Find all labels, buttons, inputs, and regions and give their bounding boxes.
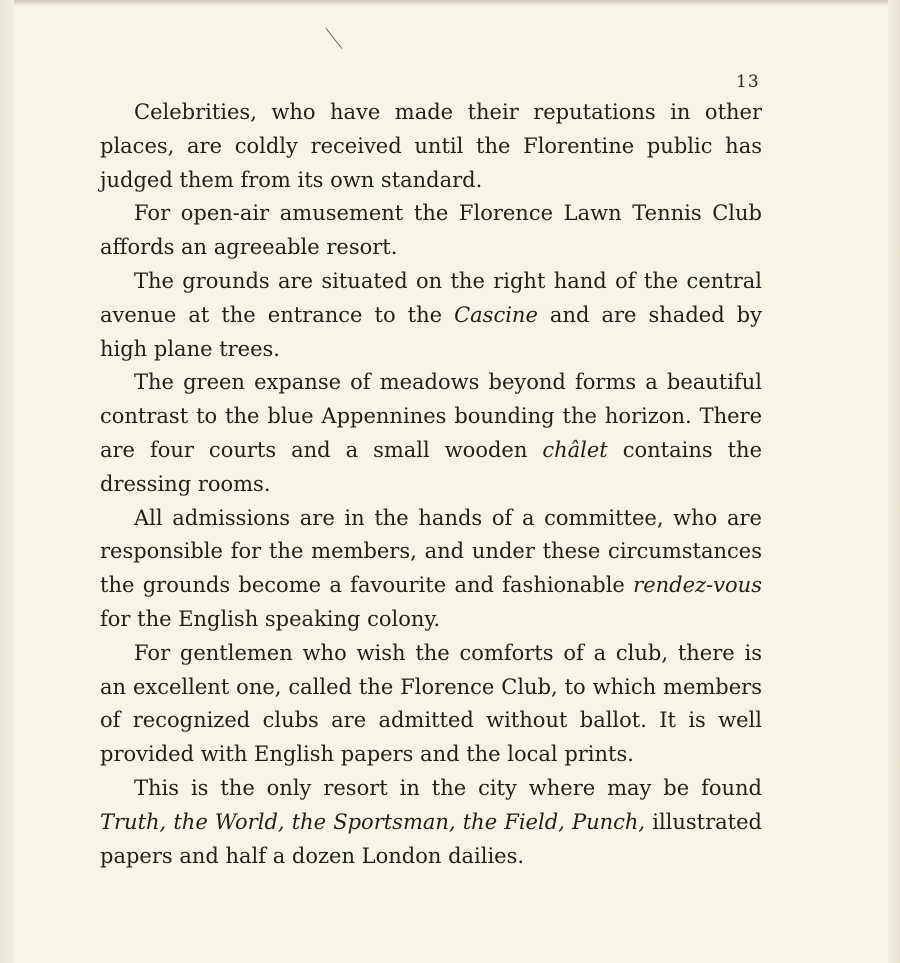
text-segment: for the English speaking colony. (100, 606, 441, 631)
paragraph-5 (100, 502, 762, 637)
italic-text: Truth, the World, the Sportsman, the Field, Punch, (100, 809, 646, 834)
italic-text: Cascine (454, 302, 538, 327)
paragraph-7 (100, 772, 762, 873)
paragraph-6 (100, 637, 762, 772)
text-segment: and are shaded by high plane trees. (100, 302, 762, 361)
page-left-margin (0, 0, 14, 963)
text-segment: All admissions are in the hands of a committee, who are responsible for the members, and under these circumstances the grounds become a favourite and fashionable (100, 505, 762, 598)
body-text (100, 96, 762, 873)
text-segment: The grounds are situated on the right hand of the central avenue at the entrance to the (100, 268, 762, 327)
text-segment: illustrated papers and half a dozen London dailies. (100, 809, 762, 868)
text-segment: This is the only resort in the city where may be found (134, 775, 762, 800)
page-right-edge (888, 0, 900, 963)
text-segment: For gentlemen who wish the comforts of a club, there is an excellent one, called the Florence Club, to which members of recognized clubs are admitted without ballot. It is well provided with English papers and the local prints. (100, 640, 762, 767)
italic-text: rendez-vous (633, 573, 762, 598)
paragraph-1 (100, 96, 762, 197)
text-segment: Celebrities, who have made their reputations in other places, are coldly received until the Florentine public has judged them from its own standard. (100, 100, 762, 192)
text-segment: contains the dressing rooms. (100, 437, 762, 496)
text-segment: For open-air amusement the Florence Lawn Tennis Club affords an agreeable resort. (100, 201, 762, 260)
paragraph-4 (100, 366, 762, 501)
page-number: 13 (736, 72, 760, 92)
paragraph-3 (100, 265, 762, 366)
paragraph-2 (100, 197, 762, 265)
text-segment: The green expanse of meadows beyond forms a beautiful contrast to the blue Appennines bounding the horizon. There are four courts and a small wooden (100, 370, 762, 462)
italic-text: châlet (542, 437, 608, 462)
